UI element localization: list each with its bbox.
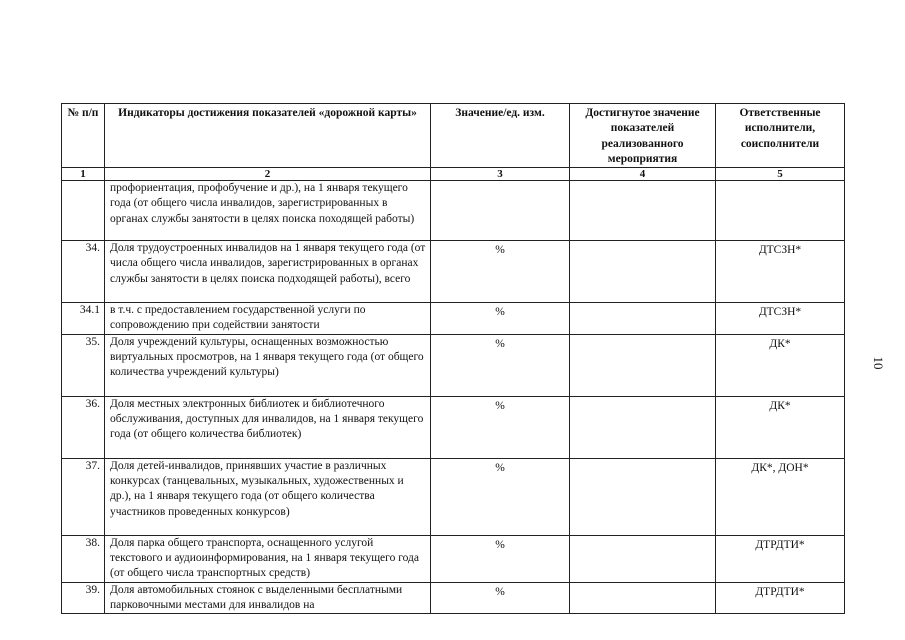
- row-number: 35.: [62, 334, 105, 396]
- row-value: %: [431, 458, 570, 535]
- column-number: 4: [570, 168, 716, 181]
- row-number: 34.: [62, 241, 105, 303]
- table-row: [62, 181, 845, 241]
- table-row: [62, 303, 845, 335]
- row-indicator-text: профориентация, профобучение и др.), на 1 января текущего года (от общего числа инвалидов, зарегистрированных в органах службы занятости в целях поиска походящей работы): [105, 181, 431, 241]
- table-row: [62, 334, 845, 396]
- row-achieved: [570, 181, 716, 241]
- row-executors: ДТРДТИ*: [716, 582, 845, 614]
- row-indicator-text: Доля автомобильных стоянок с выделенными бесплатными парковочными местами для инвалидов на: [105, 582, 431, 614]
- row-value: %: [431, 334, 570, 396]
- table-header-row: [62, 104, 845, 168]
- row-number: 34.1: [62, 303, 105, 335]
- row-executors: ДТСЗН*: [716, 303, 845, 335]
- table-row: [62, 241, 845, 303]
- table-row: [62, 458, 845, 535]
- row-indicator-text: Доля местных электронных библиотек и библиотечного обслуживания, доступных для инвалидов, на 1 января текущего года (от общего количества библиотек): [105, 396, 431, 458]
- row-achieved: [570, 241, 716, 303]
- row-value: %: [431, 241, 570, 303]
- row-value: %: [431, 535, 570, 582]
- column-number: 1: [62, 168, 105, 181]
- table-row: [62, 535, 845, 582]
- indicators-table: [61, 103, 845, 614]
- row-executors: ДК*: [716, 396, 845, 458]
- header-executors: Ответственные исполнители, соисполнители: [716, 104, 845, 168]
- row-indicator-text: Доля детей-инвалидов, принявших участие в различных конкурсах (танцевальных, музыкальных, художественных и др.), на 1 января текущего года (от общего количества участников проведенных конкурсов): [105, 458, 431, 535]
- column-number: 5: [716, 168, 845, 181]
- table-row: [62, 582, 845, 614]
- row-number: 38.: [62, 535, 105, 582]
- row-indicator-text: в т.ч. с предоставлением государственной услуги по сопровождению при содействии занятости: [105, 303, 431, 335]
- row-indicator-text: Доля парка общего транспорта, оснащенного услугой текстового и аудиоинформирования, на 1 января текущего года (от общего числа транспортных средств): [105, 535, 431, 582]
- row-executors: ДТСЗН*: [716, 241, 845, 303]
- row-achieved: [570, 396, 716, 458]
- row-achieved: [570, 303, 716, 335]
- row-achieved: [570, 535, 716, 582]
- row-number: 39.: [62, 582, 105, 614]
- row-executors: ДК*: [716, 334, 845, 396]
- header-number: № п/п: [62, 104, 105, 168]
- row-executors: ДК*, ДОН*: [716, 458, 845, 535]
- row-indicator-text: Доля учреждений культуры, оснащенных возможностью виртуальных просмотров, на 1 января текущего года (от общего количества учреждений культуры): [105, 334, 431, 396]
- table-row: [62, 396, 845, 458]
- row-executors: ДТРДТИ*: [716, 535, 845, 582]
- row-achieved: [570, 458, 716, 535]
- header-indicators: Индикаторы достижения показателей «дорожной карты»: [105, 104, 431, 168]
- row-value: %: [431, 396, 570, 458]
- column-number: 2: [105, 168, 431, 181]
- page-number: 10: [871, 356, 886, 370]
- header-value: Значение/ед. изм.: [431, 104, 570, 168]
- row-executors: [716, 181, 845, 241]
- header-achieved: Достигнутое значение показателей реализованного мероприятия: [570, 104, 716, 168]
- row-number: 37.: [62, 458, 105, 535]
- row-value: [431, 181, 570, 241]
- row-value: %: [431, 303, 570, 335]
- column-number: 3: [431, 168, 570, 181]
- row-value: %: [431, 582, 570, 614]
- row-achieved: [570, 582, 716, 614]
- row-indicator-text: Доля трудоустроенных инвалидов на 1 января текущего года (от числа общего числа инвалидов, зарегистрированных в органах службы занятости в целях поиска подходящей работы), всего: [105, 241, 431, 303]
- column-number-row: [62, 168, 845, 181]
- row-number: [62, 181, 105, 241]
- row-achieved: [570, 334, 716, 396]
- row-number: 36.: [62, 396, 105, 458]
